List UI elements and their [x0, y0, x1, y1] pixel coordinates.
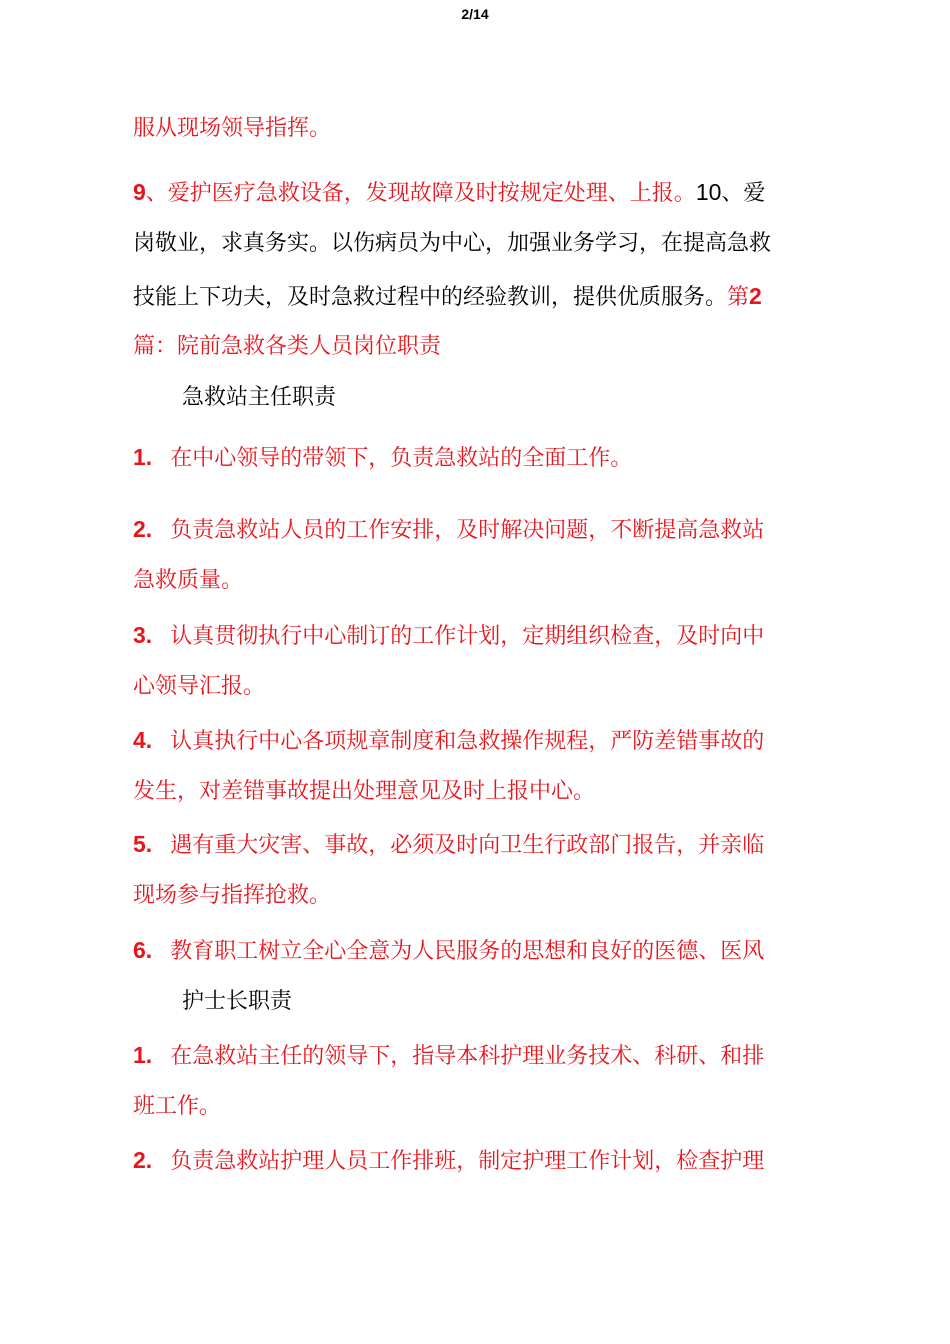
section-title: 急救站主任职责	[182, 385, 337, 410]
item-number: 2.	[133, 516, 153, 542]
list-item-continuation: 发生，对差错事故提出处理意见及时上报中心。	[133, 779, 596, 804]
item-text: 在中心领导的带领下，负责急救站的全面工作。	[170, 446, 633, 471]
paragraph-line	[133, 281, 762, 313]
list-item	[133, 1145, 764, 1177]
item-text: 遇有重大灾害、事故，必须及时向卫生行政部门报告，并亲临	[170, 833, 765, 858]
list-item	[133, 442, 632, 474]
list-item-continuation: 现场参与指挥抢救。	[133, 883, 332, 908]
list-item	[133, 620, 764, 652]
item-number: 3.	[133, 622, 153, 648]
item-number: 9	[133, 179, 146, 205]
item-number: 4.	[133, 727, 153, 753]
list-item	[133, 1040, 764, 1072]
item-text: 教育职工树立全心全意为人民服务的思想和良好的医德、医风	[170, 939, 765, 964]
item-text: 、爱护医疗急救设备，发现故障及时按规定处理、上报。	[145, 181, 696, 206]
list-item-continuation: 班工作。	[133, 1094, 222, 1119]
list-item	[133, 725, 764, 757]
item-number: 1.	[133, 444, 153, 470]
item-text: 在急救站主任的领导下，指导本科护理业务技术、科研、和排	[170, 1044, 765, 1069]
list-item	[133, 829, 764, 861]
paragraph-line: 岗敬业，求真务实。以伤病员为中心，加强业务学习，在提高急救	[133, 231, 772, 256]
item-number: 2.	[133, 1147, 153, 1173]
list-item-continuation: 心领导汇报。	[133, 674, 266, 699]
item-number: 5.	[133, 831, 153, 857]
paragraph-line: 篇：院前急救各类人员岗位职责	[133, 334, 442, 359]
item-number: 2	[749, 283, 762, 309]
item-text: 技能上下功夫，及时急救过程中的经验教训，提供优质服务。	[133, 285, 728, 310]
list-item	[133, 935, 764, 967]
item-text: 负责急救站人员的工作安排，及时解决问题，不断提高急救站	[170, 518, 765, 543]
item-number: 6.	[133, 937, 153, 963]
item-text: 负责急救站护理人员工作排班，制定护理工作计划，检查护理	[170, 1149, 765, 1174]
list-item	[133, 514, 764, 546]
item-text: 认真执行中心各项规章制度和急救操作规程，严防差错事故的	[170, 729, 765, 754]
item-number: 10	[695, 179, 722, 205]
item-text: 第	[727, 285, 750, 310]
item-text: 、爱	[721, 181, 766, 206]
paragraph-line	[133, 177, 765, 209]
list-item-continuation: 急救质量。	[133, 568, 244, 593]
page-number: 2/14	[461, 6, 489, 22]
item-number: 1.	[133, 1042, 153, 1068]
item-text: 认真贯彻执行中心制订的工作计划，定期组织检查，及时向中	[170, 624, 765, 649]
paragraph-line: 服从现场领导指挥。	[133, 116, 332, 141]
section-title: 护士长职责	[182, 989, 293, 1014]
